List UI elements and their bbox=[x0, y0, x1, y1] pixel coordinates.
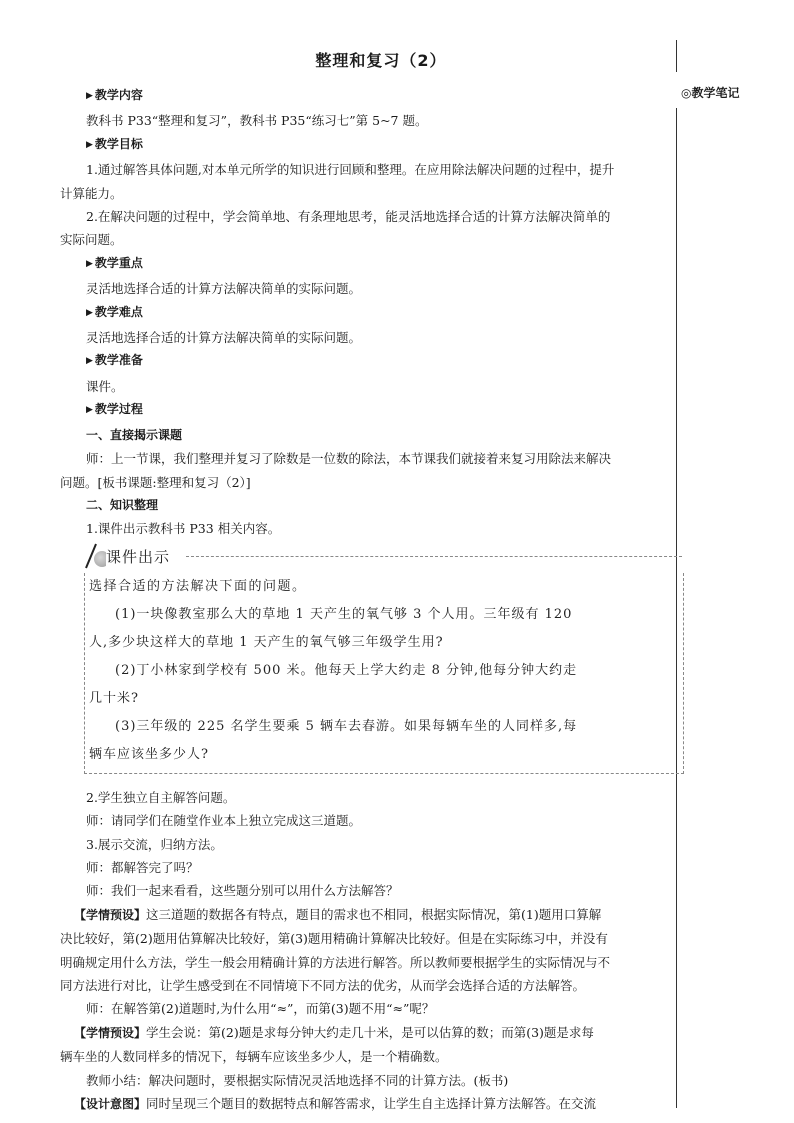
goal-1-line-1: 1.通过解答具体问题,对本单元所学的知识进行回顾和整理。在应用除法解决问题的过程中，提升 bbox=[86, 162, 615, 178]
question-1-line-2: 人,多少块这样大的草地 1 天产生的氧气够三年级学生用? bbox=[89, 634, 444, 650]
triangle-bullet-icon: ▶ bbox=[86, 356, 93, 367]
section-heading-key-points: ▶ 教学重点 bbox=[86, 255, 143, 270]
preparation-text: 课件。 bbox=[86, 378, 124, 394]
teaching-notes-label: ◎教学笔记 bbox=[681, 86, 740, 100]
student-preset-tag: 【学情预设】 bbox=[74, 907, 147, 922]
triangle-bullet-icon: ▶ bbox=[86, 91, 93, 101]
triangle-bullet-icon: ▶ bbox=[86, 139, 93, 150]
goal-2-line-2: 实际问题。 bbox=[60, 232, 123, 248]
design-intent-tag: 【设计意图】 bbox=[74, 1097, 147, 1111]
courseware-lead: 选择合适的方法解决下面的问题。 bbox=[89, 578, 307, 594]
step-3-text: 3.展示交流，归纳方法。 bbox=[86, 836, 223, 852]
teacher-line-2: 师：都解答完了吗？ bbox=[86, 859, 199, 875]
part-1-line-1: 师：上一节课，我们整理并复习了除数是一位数的除法，本节课我们就接着来复习用除法来解决 bbox=[86, 451, 612, 467]
triangle-bullet-icon: ▶ bbox=[86, 405, 93, 416]
teacher-line-1: 师：请同学们在随堂作业本上独立完成这三道题。 bbox=[86, 813, 362, 829]
key-points-text: 灵活地选择合适的计算方法解决简单的实际问题。 bbox=[86, 281, 362, 297]
courseware-box bbox=[84, 573, 684, 774]
lesson-plan-body bbox=[60, 84, 670, 1116]
part-1-heading: 一、直接揭示课题 bbox=[86, 427, 183, 442]
design-intent-line-1: 【设计意图】同时呈现三个题目的数据特点和解答需求，让学生自主选择计算方法解答。在交流 bbox=[74, 1096, 597, 1111]
section-heading-process: ▶ 教学过程 bbox=[86, 402, 143, 417]
page-title: 整理和复习（2） bbox=[315, 51, 447, 70]
courseware-label: 课件出示 bbox=[106, 546, 174, 569]
question-2-line-2: 几十米? bbox=[89, 690, 139, 706]
section-heading-content: ▶ 教学内容 bbox=[86, 88, 143, 102]
section-heading-difficulties: ▶ 教学难点 bbox=[86, 304, 143, 319]
section-heading-preparation: ▶ 教学准备 bbox=[86, 353, 143, 368]
part-2-heading: 二、知识整理 bbox=[86, 497, 159, 512]
teacher-line-4: 师：在解答第(2)道题时,为什么用“≈”，而第(3)题不用“≈”呢？ bbox=[86, 1001, 435, 1017]
student-preset-1-line-1: 【学情预设】这三道题的数据各有特点，题目的需求也不相同，根据实际情况，第(1)题用口算解 bbox=[74, 906, 602, 922]
goal-1-line-2: 计算能力。 bbox=[60, 185, 123, 201]
student-preset-2-line-1: 【学情预设】学生会说：第(2)题是求每分钟大约走几十米，是可以估算的数；而第(3)题是求每 bbox=[74, 1024, 594, 1040]
triangle-bullet-icon: ▶ bbox=[86, 307, 93, 318]
teacher-summary: 教师小结：解决问题时，要根据实际情况灵活地选择不同的计算方法。(板书) bbox=[86, 1072, 509, 1088]
student-preset-tag: 【学情预设】 bbox=[74, 1025, 147, 1040]
margin-divider-top bbox=[676, 40, 677, 72]
student-preset-1-line-4: 同方法进行对比，让学生感受到在不同情境下不同方法的优劣，从而学会选择合适的方法解答。 bbox=[60, 977, 586, 993]
courseware-box-header bbox=[86, 543, 670, 573]
content-text: 教科书 P33“整理和复习”，教科书 P35“练习七”第 5~7 题。 bbox=[86, 113, 428, 129]
question-1-line-1: (1)一块像教室那么大的草地 1 天产生的氧气够 3 个人用。三年级有 120 bbox=[115, 606, 573, 622]
step-1-text: 1.课件出示教科书 P33 相关内容。 bbox=[86, 521, 281, 537]
goal-2-line-1: 2.在解决问题的过程中，学会简单地、有条理地思考，能灵活地选择合适的计算方法解决简单的 bbox=[86, 209, 611, 225]
question-3-line-2: 辆车应该坐多少人? bbox=[89, 746, 209, 762]
student-preset-1-line-3: 明确规定用什么方法，学生一般会用精确计算的方法进行解答。所以教师要根据学生的实际情况与不 bbox=[60, 954, 611, 970]
student-preset-1-line-2: 决比较好，第(2)题用估算解决比较好，第(3)题用精确计算解决比较好。但是在实际练习中，并没有 bbox=[60, 931, 608, 947]
triangle-bullet-icon: ▶ bbox=[86, 258, 93, 269]
section-heading-goals: ▶ 教学目标 bbox=[86, 136, 143, 151]
part-1-line-2: 问题。[板书课题:整理和复习（2）] bbox=[60, 474, 251, 490]
step-2-text: 2.学生独立自主解答问题。 bbox=[86, 789, 236, 805]
question-2-line-1: (2)丁小林家到学校有 500 米。他每天上学大约走 8 分钟,他每分钟大约走 bbox=[115, 662, 578, 678]
student-preset-2-line-2: 辆车坐的人数同样多的情况下，每辆车应该坐多少人，是一个精确数。 bbox=[60, 1049, 448, 1065]
teacher-line-3: 师：我们一起来看看，这些题分别可以用什么方法解答？ bbox=[86, 883, 399, 899]
difficulties-text: 灵活地选择合适的计算方法解决简单的实际问题。 bbox=[86, 330, 362, 346]
dashed-border-top bbox=[186, 556, 682, 557]
question-3-line-1: (3)三年级的 225 名学生要乘 5 辆车去春游。如果每辆车坐的人同样多,每 bbox=[115, 718, 578, 734]
